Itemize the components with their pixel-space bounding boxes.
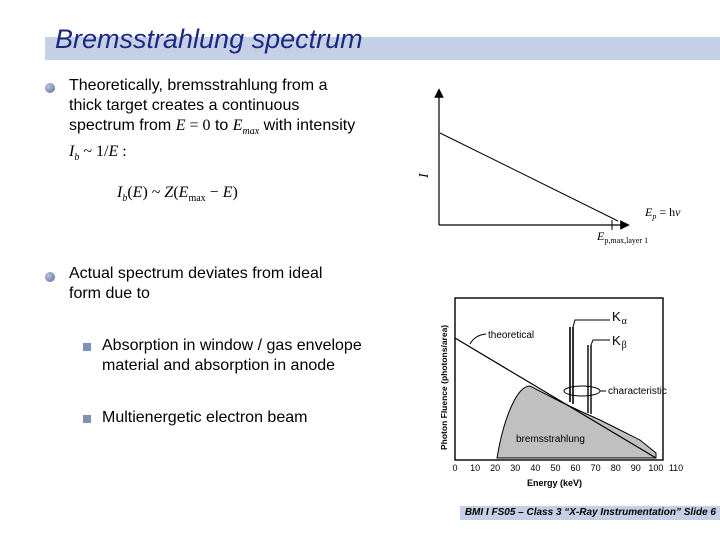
bullet-line: Multienergetic electron beam [102,409,308,426]
x-tick-label: 100 [648,463,664,473]
x-tick-label: 80 [610,463,621,473]
ideal-intensity-line [440,133,618,221]
x-tick-label: 60 [570,463,581,473]
ideal-spectrum-plot [417,93,681,245]
footer-text: BMI I FS05 – Class 3 “X-Ray Instrumentation” Slide 6 [464,507,716,518]
measured-y-label: Photon Fluence (photons/area) [439,324,449,450]
bullet-line: form due to [69,285,150,302]
bullet-line: material and absorption in anode [102,357,336,374]
k-beta-label: $K_\beta$ [612,333,627,351]
bullet-line: Actual spectrum deviates from ideal [69,265,323,282]
bullet-line: Absorption in window / gas envelope [102,337,362,354]
bullet-line: spectrum from E = 0 to $E_{max}$ with intensity [69,117,356,138]
x-tick-label: 30 [510,463,521,473]
bremsstrahlung-label: bremsstrahlung [516,434,585,445]
measured-x-label: Energy (keV) [527,478,583,488]
x-tick-label: 20 [490,463,501,473]
slide-title: Bremsstrahlung spectrum [55,24,363,54]
characteristic-label: characteristic [608,386,667,397]
x-tick-label: 70 [590,463,601,473]
bullet-line: Theoretically, bremsstrahlung from a [69,77,328,94]
bullet-line: $I_b$ ~ 1/E : [69,143,127,164]
k-alpha-label: $K_\alpha$ [612,309,627,327]
ep-label: $E_p = h\nu$ [645,205,681,221]
epmax-label: $E_{p,max,layer 1}$ [597,229,649,245]
bullet-line: thick target creates a continuous [69,97,300,114]
intensity-formula: $I_b(E)$ ~ $Z(E_{max} - E)$ [117,184,238,205]
x-tick-label: 50 [550,463,561,473]
x-tick-labels [452,463,683,473]
x-tick-label: 110 [668,463,684,473]
ideal-y-label: I [417,173,432,178]
x-tick-label: 10 [470,463,481,473]
x-tick-label: 0 [452,463,458,473]
measured-spectrum-plot [439,298,683,488]
x-tick-label: 90 [630,463,641,473]
x-tick-label: 40 [530,463,541,473]
theoretical-label: theoretical [488,330,535,341]
